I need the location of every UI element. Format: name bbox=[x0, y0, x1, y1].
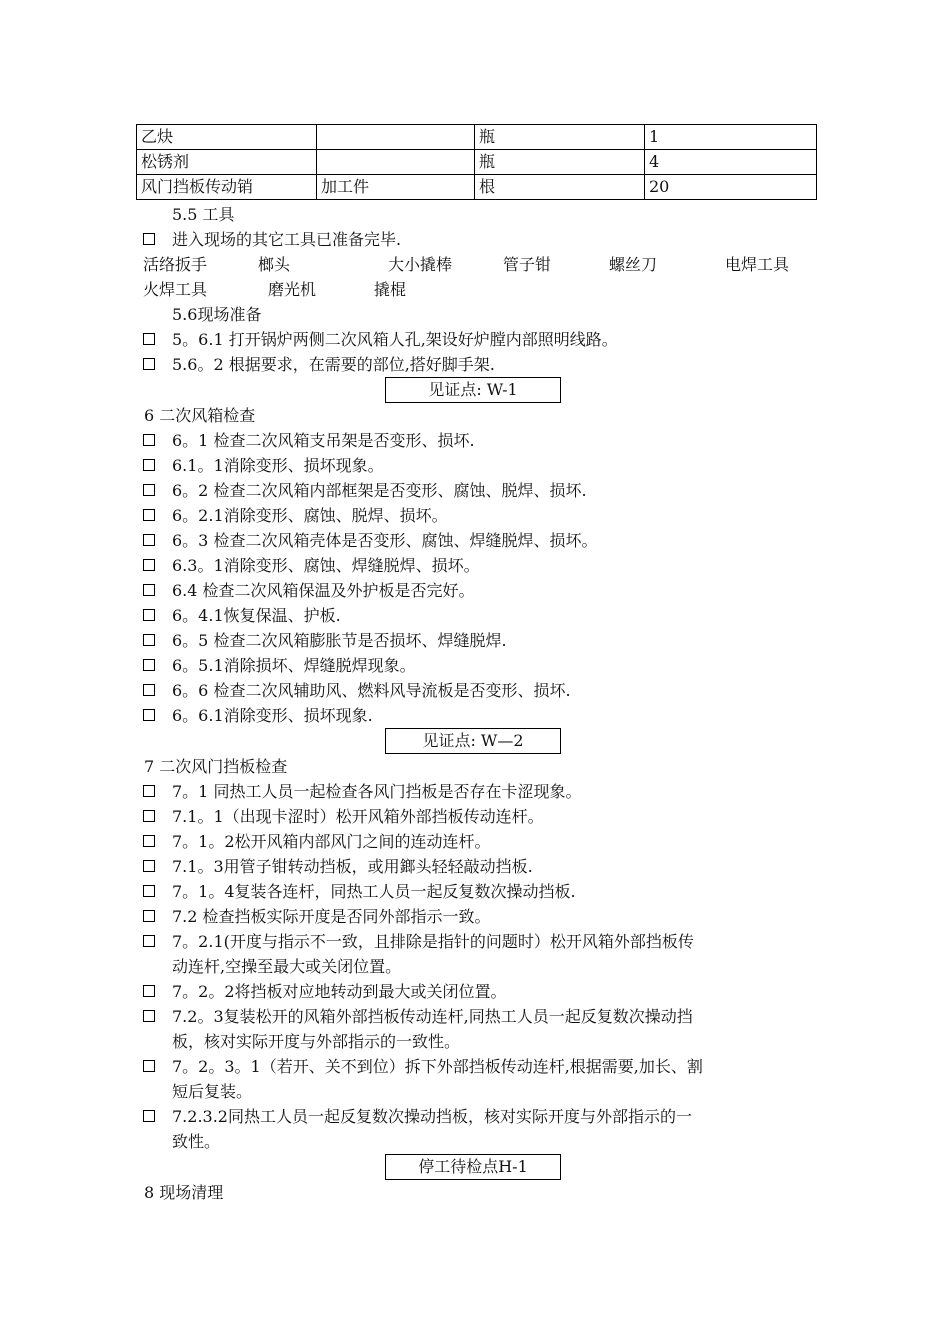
material-name: 乙炔 bbox=[137, 125, 317, 150]
tool-item: 活络扳手 bbox=[143, 255, 208, 274]
checkbox[interactable] bbox=[143, 333, 155, 345]
checkbox[interactable] bbox=[143, 659, 155, 671]
checkbox[interactable] bbox=[143, 233, 155, 245]
checkbox[interactable] bbox=[143, 358, 155, 370]
table-row bbox=[137, 150, 817, 175]
material-name: 风门挡板传动销 bbox=[137, 175, 317, 200]
hold-point-h1: 停工待检点H-1 bbox=[385, 1154, 561, 1180]
checkbox[interactable] bbox=[143, 985, 155, 997]
checkbox[interactable] bbox=[143, 910, 155, 922]
checkbox[interactable] bbox=[143, 509, 155, 521]
tool-item: 电焊工具 bbox=[725, 255, 790, 274]
checkbox[interactable] bbox=[143, 1110, 155, 1122]
table-row bbox=[137, 175, 817, 200]
tool-item: 榔头 bbox=[258, 255, 291, 274]
checkbox[interactable] bbox=[143, 434, 155, 446]
witness-point-w2: 见证点: W—2 bbox=[385, 728, 561, 754]
checkbox[interactable] bbox=[143, 835, 155, 847]
checkbox[interactable] bbox=[143, 709, 155, 721]
material-spec bbox=[317, 150, 475, 175]
tool-item: 火焊工具 bbox=[143, 280, 208, 299]
material-unit: 根 bbox=[475, 175, 645, 200]
table-row bbox=[137, 125, 817, 150]
material-spec: 加工件 bbox=[317, 175, 475, 200]
material-qty: 1 bbox=[645, 125, 817, 150]
material-unit: 瓶 bbox=[475, 150, 645, 175]
tool-item: 大小撬棒 bbox=[388, 255, 453, 274]
checkbox[interactable] bbox=[143, 1010, 155, 1022]
checkbox[interactable] bbox=[143, 584, 155, 596]
checkbox[interactable] bbox=[143, 634, 155, 646]
tool-item: 磨光机 bbox=[268, 280, 317, 299]
checkbox[interactable] bbox=[143, 684, 155, 696]
checkbox[interactable] bbox=[143, 609, 155, 621]
material-spec bbox=[317, 125, 475, 150]
checkbox[interactable] bbox=[143, 860, 155, 872]
checkbox[interactable] bbox=[143, 785, 155, 797]
tool-item: 管子钳 bbox=[503, 255, 552, 274]
checkbox[interactable] bbox=[143, 935, 155, 947]
checkbox[interactable] bbox=[143, 1060, 155, 1072]
checkbox[interactable] bbox=[143, 810, 155, 822]
materials-table bbox=[136, 124, 817, 200]
checkbox[interactable] bbox=[143, 559, 155, 571]
document-page: 乙炔 瓶 1 松锈剂 瓶 4 风门挡板传动销 加工件 根 20 5.5 工具 进入现场的其它工具已准备完毕. 活络扳手 榔头 大小撬棒 管子钳 螺丝刀 电焊工具 火焊工具 磨光机 撬棍 5.6现场准备 5。6.1 打开锅炉两侧二次风箱人孔,架设好炉膛内部照明线路。 5.6。2 根据要求，在需要的部位,搭好脚手架. 见证点: W-1 6 二次风箱检查 6。1 检查二次风箱支吊架是否变形、损坏. 6.1。1消除变形、损坏现象。 6。2 检查二次风箱内部框架是否变形、腐蚀、脱焊、损坏. 6。2.1消除变形、腐蚀、脱焊、损坏。 6。3 检查二次风箱壳体是否变形、腐蚀、焊缝脱焊、损坏。 6.3。1消除变形、腐蚀、焊缝脱焊、损坏。 6.4 检查二次风箱保温及外护板是否完好。 6。4.1恢复保温、护板. 6。5 检查二次风箱膨胀节是否损坏、焊缝脱焊. 6。5.1消除损坏、焊缝脱焊现象。 6。6 检查二次风辅助风、燃料风导流板是否变形、损坏. 6。6.1消除变形、损坏现象. 见证点: W—2 7 二次风门挡板检查 7。1 同热工人员一起检查各风门挡板是否存在卡涩现象。 7.1。1（出现卡涩时）松开风箱外部挡板传动连杆。 7。1。2松开风箱内部风门之间的连动连杆。 7.1。3用管子钳转动挡板，或用鎯头轻轻敲动挡板. 7。1。4复装各连杆，同热工人员一起反复数次操动挡板. 7.2 检查挡板实际开度是否同外部指示一致。 7。2.1(开度与指示不一致，且排除是指针的问题时）松开风箱外部挡板传 动连杆,空操至最大或关闭位置。 7。2。2将挡板对应地转动到最大或关闭位置。 7.2。3复装松开的风箱外部挡板传动连杆,同热工人员一起反复数次操动挡 板，核对实际开度与外部指示的一致性。 7。2。3。1（若开、关不到位）拆下外部挡板传动连杆,根据需要,加长、割 短后复装。 7.2.3.2同热工人员一起反复数次操动挡板，核对实际开度与外部指示的一 致性。 停工待检点H-1 8 现场清理 bbox=[0, 0, 950, 1344]
checkbox[interactable] bbox=[143, 885, 155, 897]
material-name: 松锈剂 bbox=[137, 150, 317, 175]
material-qty: 20 bbox=[645, 175, 817, 200]
witness-point-w1: 见证点: W-1 bbox=[385, 377, 561, 403]
checkbox[interactable] bbox=[143, 459, 155, 471]
tool-item: 撬棍 bbox=[374, 280, 407, 299]
material-qty: 4 bbox=[645, 150, 817, 175]
checkbox[interactable] bbox=[143, 484, 155, 496]
checkbox[interactable] bbox=[143, 534, 155, 546]
tool-item: 螺丝刀 bbox=[609, 255, 658, 274]
material-unit: 瓶 bbox=[475, 125, 645, 150]
